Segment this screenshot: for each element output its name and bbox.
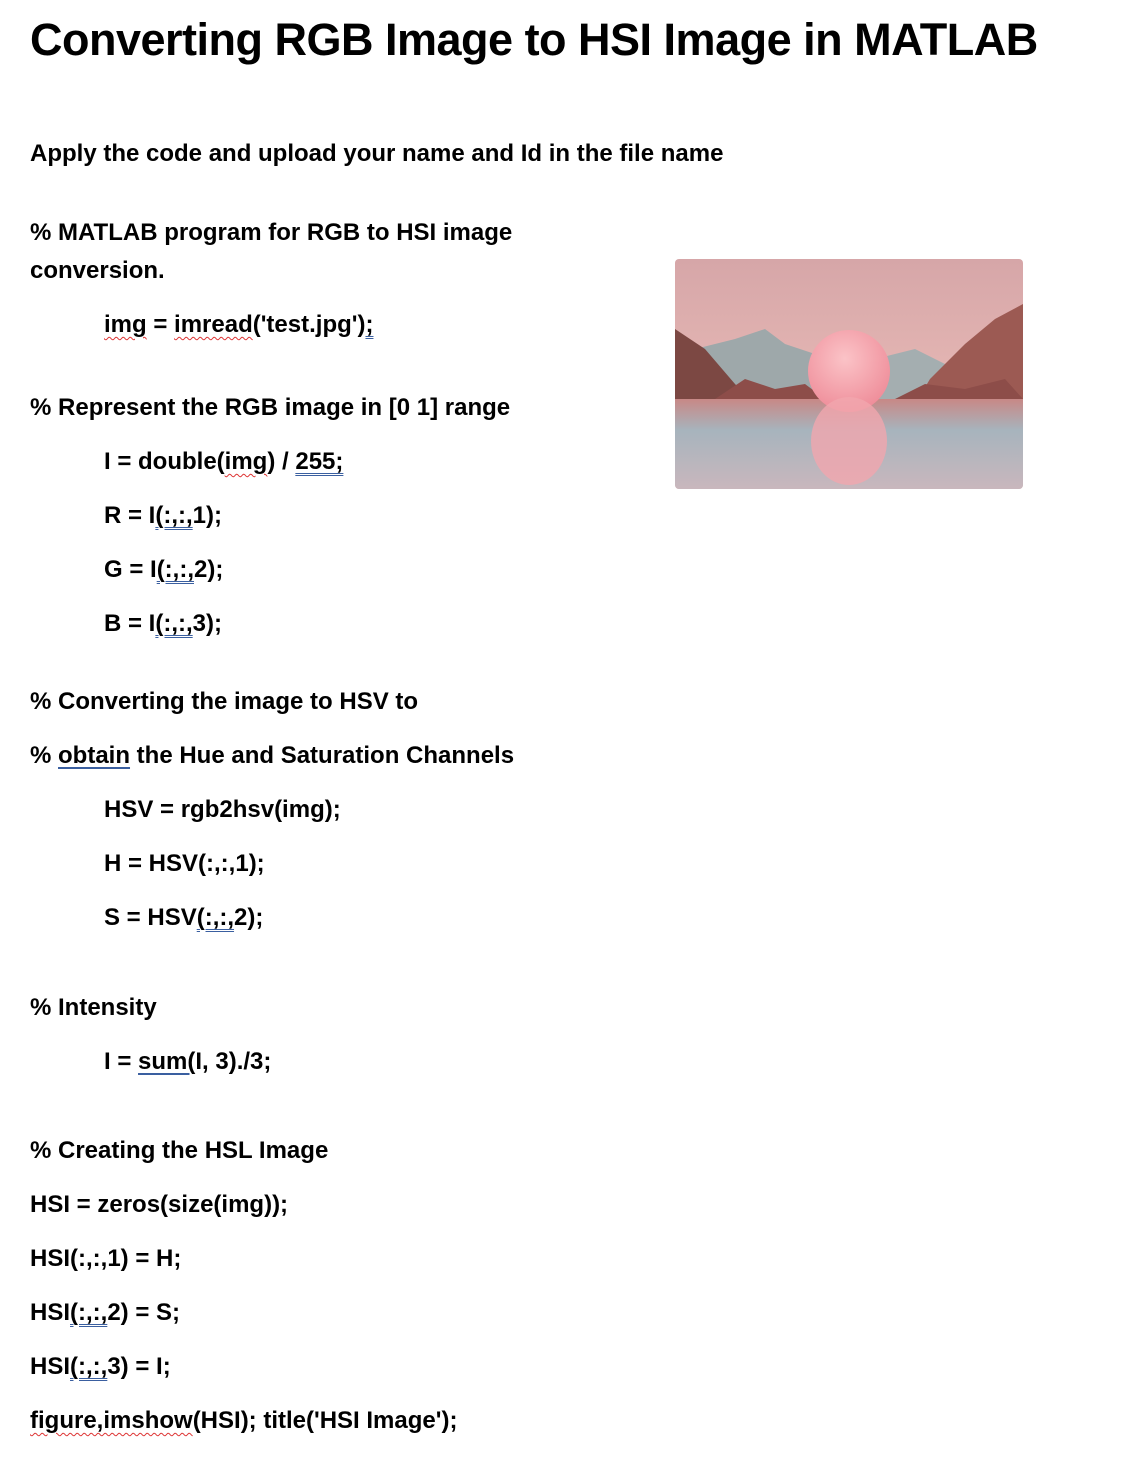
- comment-creating: % Creating the HSL Image: [30, 1137, 329, 1164]
- code-hsi1: HSI(:,:,1) = H;: [30, 1245, 182, 1272]
- grammar-mark: (:,:,: [196, 904, 235, 931]
- spell-error-img: img: [224, 448, 268, 475]
- code-H: H = HSV(:,:,1);: [104, 850, 265, 877]
- grammar-mark: (:,:,: [155, 610, 193, 637]
- grammar-mark: (:,:,: [156, 556, 194, 583]
- code-hsi2: HSI(:,:,2) = S;: [30, 1299, 181, 1326]
- grammar-mark: (:,:,: [70, 1353, 108, 1380]
- comment-represent: % Represent the RGB image in [0 1] range: [30, 394, 511, 421]
- grammar-mark: obtain: [58, 742, 131, 769]
- comment-converting: % Converting the image to HSV to: [30, 688, 419, 715]
- spell-error-img: img: [104, 311, 147, 338]
- grammar-mark: sum(: [138, 1048, 196, 1075]
- code-imread: img = imread('test.jpg');: [104, 311, 374, 338]
- comment-program-line1: % MATLAB program for RGB to HSI image: [30, 219, 513, 246]
- code-G: G = I(:,:,2);: [104, 556, 224, 583]
- grammar-mark: 255;: [295, 448, 344, 475]
- code-zeros: HSI = zeros(size(img));: [30, 1191, 289, 1218]
- spell-error-figure: figure,imshow: [30, 1407, 193, 1434]
- grammar-mark: ;: [365, 311, 374, 338]
- code-B: B = I(:,:,3);: [104, 610, 223, 637]
- code-imshow: figure,imshow(HSI); title('HSI Image');: [30, 1407, 458, 1434]
- comment-intensity: % Intensity: [30, 994, 157, 1021]
- code-S: S = HSV(:,:,2);: [104, 904, 264, 931]
- code-R: R = I(:,:,1);: [104, 502, 223, 529]
- grammar-mark: (:,:,: [70, 1299, 108, 1326]
- spell-error-imread: imread: [174, 311, 253, 338]
- landscape-image: [675, 259, 1023, 489]
- document-title: Converting RGB Image to HSI Image in MATLAB: [30, 14, 1038, 65]
- code-sum: I = sum(I, 3)./3;: [104, 1048, 272, 1075]
- grammar-mark: (:,:,: [155, 502, 193, 529]
- example-image: [675, 259, 1023, 489]
- instruction-text: Apply the code and upload your name and Id in the file name: [30, 140, 724, 167]
- comment-program-line2: conversion.: [30, 257, 165, 284]
- code-double: I = double(img) / 255;: [104, 448, 344, 475]
- comment-obtain: % obtain the Hue and Saturation Channels: [30, 742, 515, 769]
- code-hsi3: HSI(:,:,3) = I;: [30, 1353, 171, 1380]
- code-rgb2hsv: HSV = rgb2hsv(img);: [104, 796, 341, 823]
